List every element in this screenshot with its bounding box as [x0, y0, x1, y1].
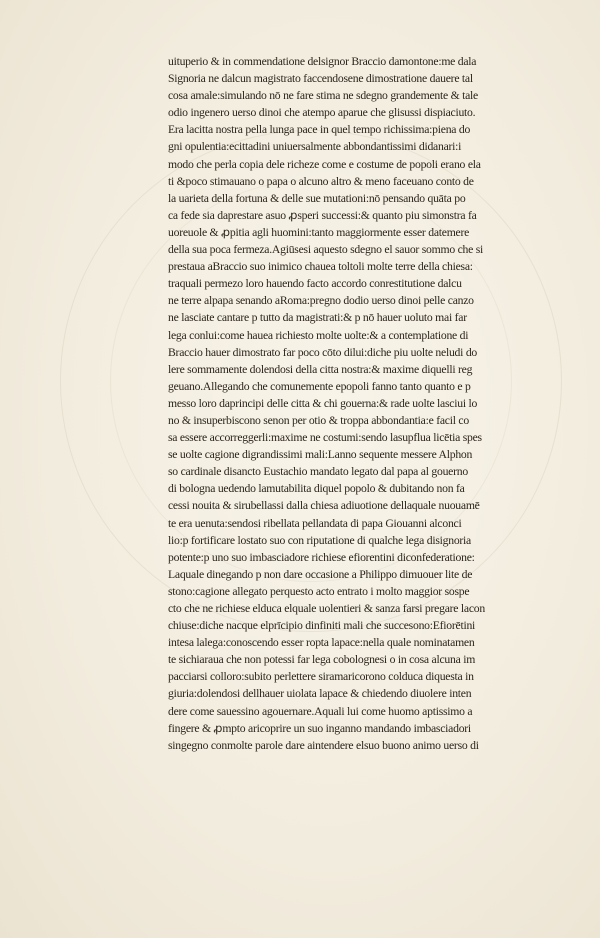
text-line: cosa amale:simulando nō ne fare stima ne sdegno grandemente & tale — [168, 89, 478, 103]
text-line: geuano.Allegando che comunemente epopoli fanno tanto quanto e p — [168, 379, 471, 393]
text-line: cessi nouita & sirubellassi dalla chiesa adiuotione dellaquale nuouamē — [168, 499, 480, 513]
text-line: pacciarsi colloro:subito perlettere siramaricorono colduca diquesta in — [168, 670, 474, 684]
text-line: Era lacitta nostra pella lunga pace in quel tempo richissima:piena do — [168, 123, 471, 137]
text-line: ne terre alpapa senando aRoma:pregno dodio uerso dinoi pelle canzo — [168, 294, 474, 308]
text-line: gni opulentia:ecittadini uniuersalmente abbondantissimi didanari:i — [168, 140, 462, 154]
text-line: traquali permezo loro hauendo facto accordo conrestitutione dalcu — [168, 277, 462, 291]
text-line: uituperio & in commendatione delsignor Braccio damontone:me dala — [168, 55, 477, 68]
text-line: la uarieta della fortuna & delle sue mutationi:nō pensando quāta po — [168, 191, 466, 205]
text-line: te sichiaraua che non potessi far lega cobolognesi o in cosa alcuna im — [168, 653, 476, 667]
text-line: odio ingenero uerso dinoi che atempo aparue che glisussi dispiaciuto. — [168, 106, 476, 120]
text-line: se uolte cagione digrandissimi mali:Lanno sequente messere Alphon — [168, 448, 473, 462]
text-line: lega conlui:come hauea richiesto molte uolte:& a contemplatione di — [168, 328, 469, 342]
text-line: lio:p fortificare lostato suo con riputatione di qualche lega disignoria — [168, 533, 471, 547]
text-line: fingere & ꝓmpto aricoprire un suo inganno mandando imbasciadori — [168, 721, 471, 735]
text-line: messo loro daprincipi delle citta & chi gouerna:& rade uolte lasciui lo — [168, 396, 478, 410]
text-line: ne lasciate cantare p tutto da magistrati:& p nō hauer uoluto mai far — [168, 311, 467, 325]
text-line: so cardinale disancto Eustachio mandato legato dal papa al gouerno — [168, 465, 468, 479]
text-line: stono:cagione allegato perquesto acto entrato i molto maggior sospe — [168, 584, 470, 598]
text-line: Braccio hauer dimostrato far poco cōto dilui:diche piu uolte neludi do — [168, 345, 478, 359]
text-line: di bologna uedendo lamutabilita diquel popolo & dubitando non fa — [168, 482, 465, 496]
text-line: cto che ne richiese elduca elquale uolentieri & sanza farsi pregare lacon — [168, 602, 485, 615]
text-block — [168, 53, 570, 754]
text-line: Laquale dinegando p non dare occasione a Philippo dimuouer lite de — [168, 567, 473, 581]
text-line: singegno conmolte parole dare aintendere elsuo buono animo uerso di — [168, 738, 479, 752]
text-line: te era uenuta:sendosi ribellata pellandata di papa Giouanni alconci — [168, 516, 462, 530]
text-line: dere come sauessino agouernare.Aquali lui come huomo aptissimo a — [168, 704, 473, 718]
text-line: della sua poca fermeza.Agiūsesi aquesto sdegno el sauor sommo che si — [168, 243, 484, 257]
text-line: sa essere accorreggerli:maxime ne costumi:sendo lasupflua licētia spes — [168, 431, 482, 445]
text-line: modo che perla copia dele richeze come e costume de popoli erano ela — [168, 157, 481, 171]
text-line: Signoria ne dalcun magistrato faccendosene dimostratione dauere tal — [168, 72, 473, 86]
text-line: potente:p uno suo imbasciadore richiese efiorentini diconfederatione: — [168, 550, 475, 564]
text-line: no & insuperbiscono senon per otio & troppa abbondantia:e facil co — [168, 413, 469, 427]
text-line: lere sommamente dolendosi della citta nostra:& maxime diquelli reg — [168, 362, 473, 376]
text-line: prestaua aBraccio suo inimico chauea toltoli molte terre della chiesa: — [168, 260, 473, 274]
text-line: intesa lalega:conoscendo esser ropta lapace:nella quale nominatamen — [168, 636, 475, 650]
text-line: uoreuole & ꝓpitia agli huomini:tanto maggiormente esser datemere — [168, 225, 470, 239]
text-line: chiuse:diche nacque elprīcipio dinfiniti mali che succesono:Efiorētini — [168, 619, 476, 633]
text-line: ca fede sia daprestare asuo ꝓsperi successi:& quanto piu simonstra fa — [168, 208, 477, 222]
text-line: giuria:dolendosi dellhauer uiolata lapace & chiedendo diuolere inten — [168, 687, 472, 701]
text-line: ti &poco stimauano o papa o alcuno altro & meno faceuano conto de — [168, 174, 474, 188]
